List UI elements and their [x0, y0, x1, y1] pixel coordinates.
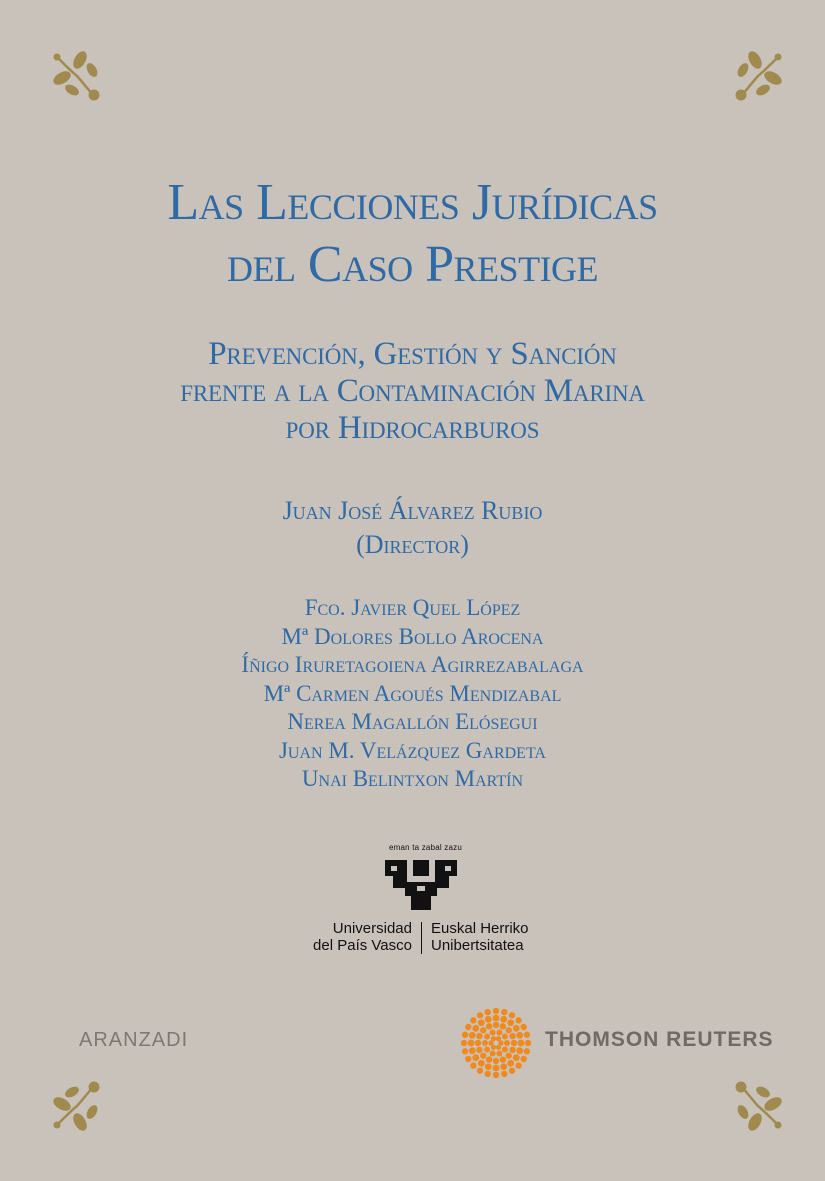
- book-subtitle-line: Prevención, Gestión y Sanción: [208, 336, 617, 372]
- university-name-es: [290, 920, 412, 954]
- author-name: Fco. Javier Quel López: [304, 595, 521, 620]
- logo-dot: [478, 1060, 485, 1067]
- logo-dot: [502, 1046, 508, 1052]
- logo-dot: [477, 1012, 483, 1018]
- author-list: [0, 594, 825, 794]
- logo-dot: [485, 1063, 492, 1070]
- book-title-line: del Caso Prestige: [226, 236, 599, 293]
- author-name: Juan M. Velázquez Gardeta: [278, 737, 546, 763]
- logo-dot: [521, 1024, 527, 1030]
- university-motto: eman ta zabal zazu: [389, 843, 462, 852]
- logo-dot: [480, 1027, 486, 1033]
- logo-dot: [500, 1063, 507, 1070]
- logo-dot: [493, 1065, 500, 1072]
- logo-dot: [476, 1033, 482, 1039]
- logo-dot: [493, 1058, 499, 1064]
- university-name-line: del País Vasco: [313, 937, 412, 954]
- logo-dot: [470, 1017, 476, 1023]
- logo-dot: [515, 1017, 521, 1023]
- logo-dot: [461, 1040, 467, 1046]
- logo-dot: [521, 1056, 527, 1062]
- logo-dot: [485, 1071, 491, 1077]
- book-subtitle-line: por Hidrocarburos: [285, 410, 540, 446]
- logo-dot: [498, 1040, 503, 1045]
- logo-dot: [469, 1047, 476, 1054]
- logo-dot: [507, 1060, 514, 1067]
- logo-dot: [496, 1050, 502, 1056]
- university-name-line: Euskal Herriko: [431, 920, 529, 937]
- logo-dot: [462, 1032, 468, 1038]
- floral-ornament-icon: [50, 1080, 104, 1134]
- logo-dot: [493, 1022, 499, 1028]
- author-name: Mª Carmen Agoués Mendizabal: [263, 680, 562, 706]
- university-name-eu: [431, 920, 571, 954]
- book-title: [0, 172, 825, 296]
- logo-dot: [472, 1054, 479, 1061]
- logo-dot: [501, 1009, 507, 1015]
- logo-dot: [496, 1045, 501, 1050]
- logo-dot: [493, 1008, 499, 1014]
- logo-dot: [468, 1040, 475, 1047]
- logo-dot: [506, 1053, 512, 1059]
- logo-dot: [490, 1050, 496, 1056]
- logo-dot: [504, 1040, 510, 1046]
- thomson-reuters-logo-icon: [459, 1006, 533, 1080]
- logo-dot: [515, 1062, 521, 1068]
- logo-dot: [509, 1033, 515, 1039]
- logo-dot: [485, 1016, 492, 1023]
- logo-dot: [509, 1012, 515, 1018]
- logo-dot: [513, 1054, 520, 1061]
- logo-dot: [516, 1047, 523, 1054]
- logo-dot: [469, 1032, 476, 1039]
- author-name: Unai Belintxon Martín: [301, 766, 524, 791]
- logo-dot: [476, 1047, 482, 1053]
- logo-dot: [485, 1009, 491, 1015]
- logo-dot: [500, 1056, 506, 1062]
- logo-dot: [496, 1036, 501, 1041]
- logo-dot: [509, 1047, 515, 1053]
- logo-dot: [518, 1040, 525, 1047]
- logo-dot: [509, 1068, 515, 1074]
- logo-dot: [475, 1040, 481, 1046]
- floral-ornament-icon: [50, 48, 104, 102]
- university-crest: [383, 843, 463, 910]
- publisher-thomson-reuters: THOMSON REUTERS: [545, 1028, 774, 1051]
- logo-dot: [516, 1032, 523, 1039]
- book-subtitle-line: frente a la Contaminación Marina: [180, 373, 645, 409]
- logo-dot: [484, 1034, 490, 1040]
- university-name-line: Unibertsitatea: [431, 937, 524, 954]
- logo-dot: [470, 1062, 476, 1068]
- logo-dot: [462, 1048, 468, 1054]
- divider: [421, 922, 422, 954]
- logo-dot: [478, 1019, 485, 1026]
- logo-dot: [491, 1045, 496, 1050]
- logo-dot: [502, 1034, 508, 1040]
- logo-dot: [506, 1027, 512, 1033]
- logo-dot: [465, 1056, 471, 1062]
- author-name: Íñigo Iruretagoiena Agirrezabalaga: [241, 652, 584, 677]
- logo-dot: [491, 1036, 496, 1041]
- logo-dot: [524, 1048, 530, 1054]
- logo-dot: [472, 1025, 479, 1032]
- logo-dot: [490, 1030, 496, 1036]
- logo-dot: [496, 1030, 502, 1036]
- logo-dot: [513, 1025, 520, 1032]
- author-name: Mª Dolores Bollo Arocena: [281, 623, 544, 649]
- logo-dot: [511, 1040, 517, 1046]
- publisher-aranzadi: ARANZADI: [79, 1029, 189, 1051]
- logo-dot: [507, 1019, 514, 1026]
- floral-ornament-icon: [731, 1080, 785, 1134]
- director-role: (Director): [356, 530, 469, 559]
- director-block: [0, 494, 825, 562]
- director-name: Juan José Álvarez Rubio: [282, 496, 543, 525]
- logo-dot: [482, 1040, 488, 1046]
- author-name: Nerea Magallón Elósegui: [287, 709, 538, 734]
- logo-dot: [465, 1024, 471, 1030]
- logo-dot: [486, 1023, 492, 1029]
- floral-ornament-icon: [731, 48, 785, 102]
- book-title-line: Las Lecciones Jurídicas: [167, 174, 658, 231]
- logo-dot: [493, 1072, 499, 1078]
- logo-dot: [477, 1068, 483, 1074]
- logo-dot: [493, 1015, 500, 1022]
- logo-dot: [500, 1016, 507, 1023]
- logo-dot: [500, 1023, 506, 1029]
- logo-dot: [486, 1056, 492, 1062]
- logo-dot: [488, 1040, 493, 1045]
- logo-dot: [525, 1040, 531, 1046]
- book-subtitle: [0, 336, 825, 447]
- logo-dot: [480, 1053, 486, 1059]
- university-crest-icon: [383, 856, 459, 910]
- logo-dot: [524, 1032, 530, 1038]
- logo-dot: [501, 1071, 507, 1077]
- university-name-line: Universidad: [332, 920, 412, 937]
- logo-dot: [484, 1046, 490, 1052]
